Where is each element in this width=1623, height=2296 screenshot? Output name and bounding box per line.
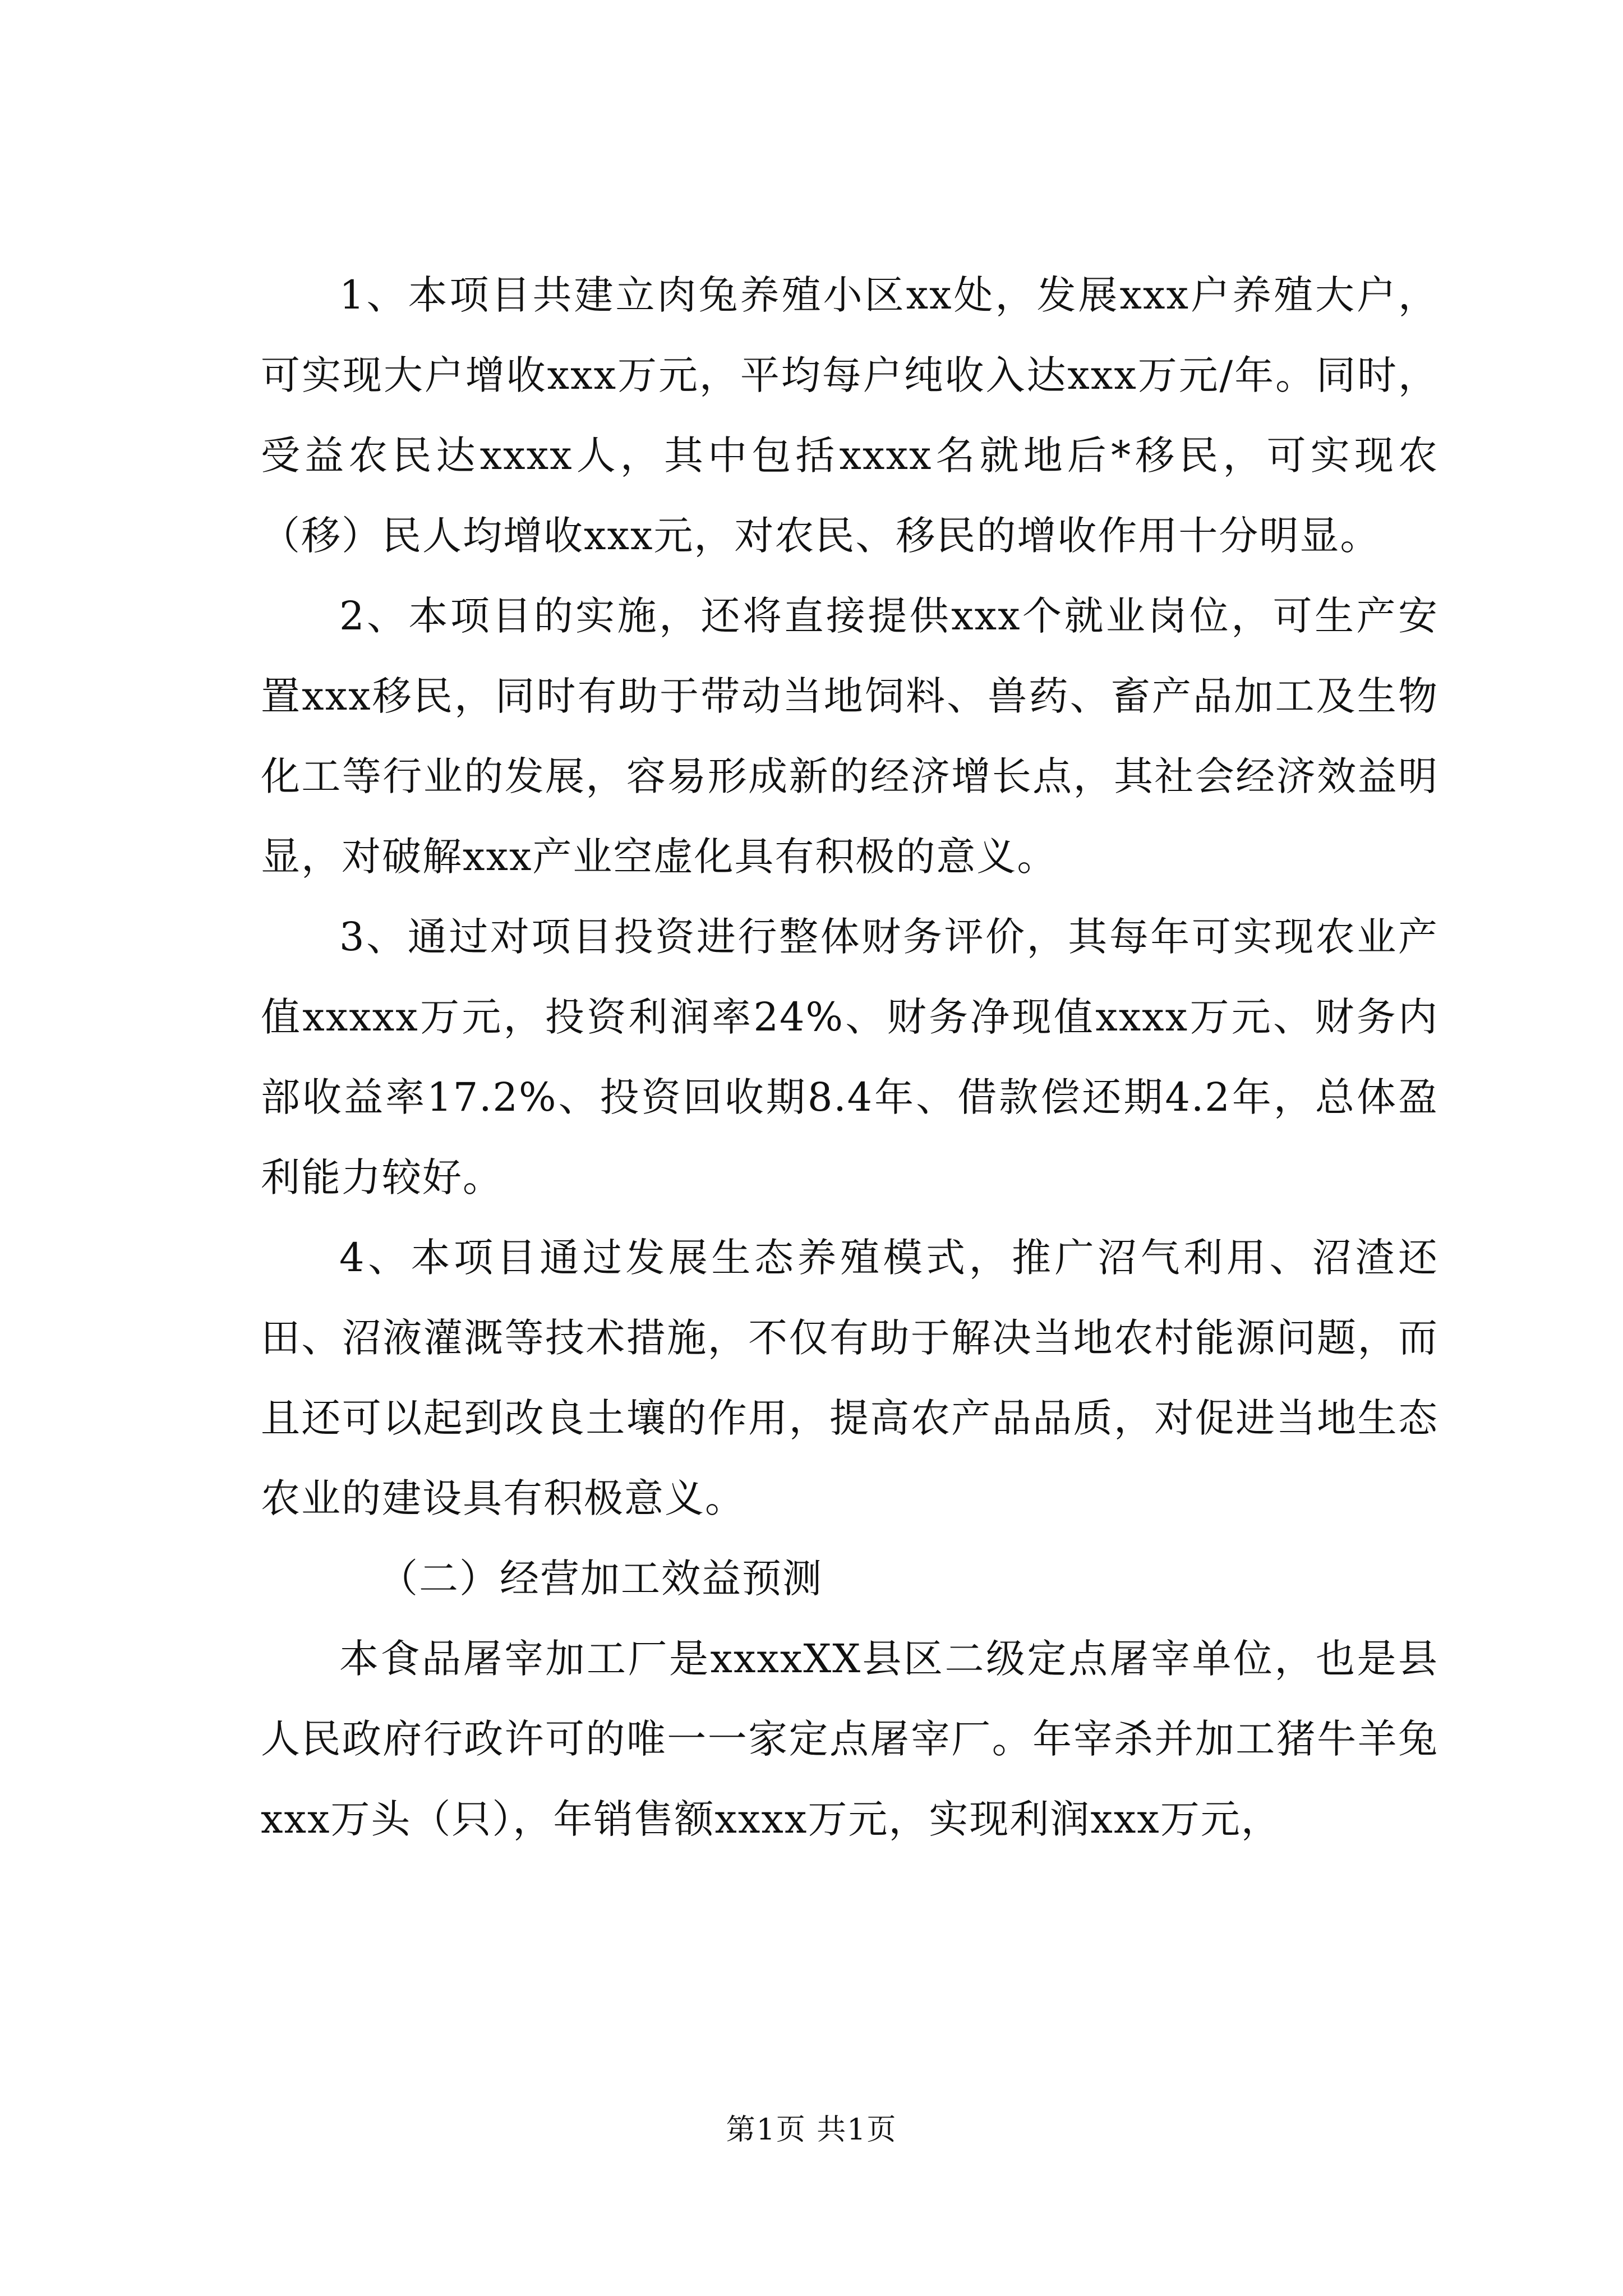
paragraph-5: 本食品屠宰加工厂是xxxxXX县区二级定点屠宰单位，也是县人民政府行政许可的唯一一家定点屠宰厂。年宰杀并加工猪牛羊兔xxx万头（只），年销售额xxxx万元，实现利润xxx万元， — [261, 1636, 1438, 1842]
page-number-footer: 第1页 共1页 — [726, 2113, 897, 2147]
paragraph-4: 4、本项目通过发展生态养殖模式，推广沼气利用、沼渣还田、沼液灌溉等技术措施，不仅有助于解决当地农村能源问题，而且还可以起到改良土壤的作用，提高农产品品质，对促进当地生态农业的建设具有积极意义。 — [261, 1235, 1438, 1521]
document-body — [261, 255, 1438, 1860]
paragraph-2: 2、本项目的实施，还将直接提供xxx个就业岗位，可生产安置xxx移民，同时有助于带动当地饲料、兽药、畜产品加工及生物化工等行业的发展，容易形成新的经济增长点，其社会经济效益明显，对破解xxx产业空虚化具有积极的意义。 — [261, 593, 1438, 880]
paragraph-1: 1、本项目共建立肉兔养殖小区xx处，发展xxx户养殖大户，可实现大户增收xxx万元，平均每户纯收入达xxx万元/年。同时，受益农民达xxxx人，其中包括xxxx名就地后*移民，可实现农（移）民人均增收xxx元，对农民、移民的增收作用十分明显。 — [261, 272, 1438, 559]
paragraph-3: 3、通过对项目投资进行整体财务评价，其每年可实现农业产值xxxxx万元，投资利润率24%、财务净现值xxxx万元、财务内部收益率17.2%、投资回收期8.4年、借款偿还期4.2年，总体盈利能力较好。 — [261, 914, 1438, 1200]
section-subheading: （二）经营加工效益预测 — [379, 1556, 823, 1602]
